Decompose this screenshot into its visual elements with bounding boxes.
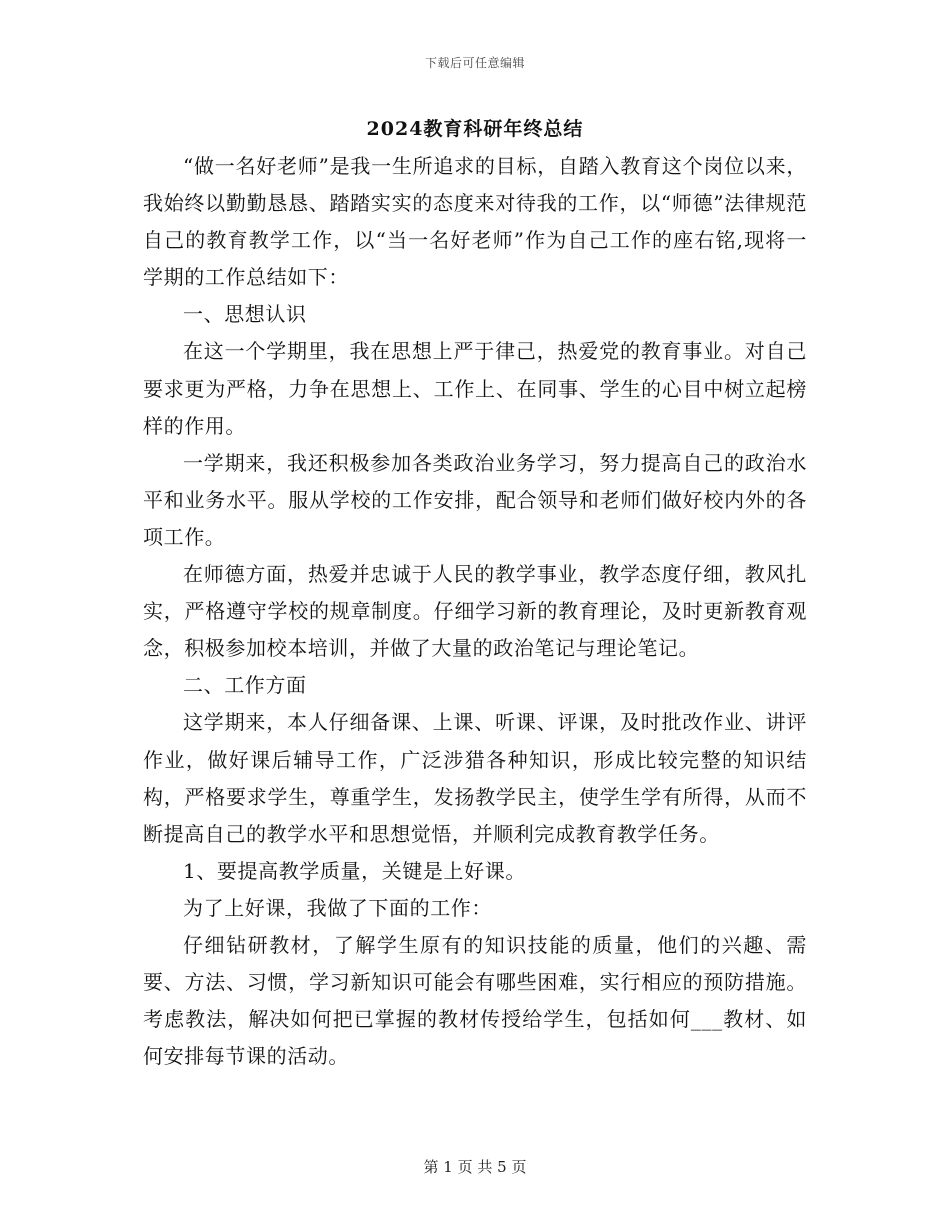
document-title: 2024教育科研年终总结 (366, 118, 584, 140)
paragraph-prep-detail: 仔细钻研教材，了解学生原有的知识技能的质量，他们的兴趣、需要、方法、习惯，学习新知识可能会有哪些困难，实行相应的预防措施。考虑教法，解决如何把已掌握的教材传授给学生，包括如何___教材、如何安排每节课的活动。 (143, 932, 807, 1069)
section-heading-work: 二、工作方面 (183, 673, 307, 698)
paragraph-ethics: 在师德方面，热爱并忠诚于人民的教学事业，教学态度仔细，教风扎实，严格遵守学校的规章制度。仔细学习新的教育理论，及时更新教育观念，积极参加校本培训，并做了大量的政治笔记与理论笔记。 (143, 562, 807, 661)
paragraph-prep-intro: 为了上好课，我做了下面的工作： (183, 895, 492, 920)
paragraph-thought-1: 在这一个学期里，我在思想上严于律己，热爱党的教育事业。对自己要求更为严格，力争在思想上、工作上、在同事、学生的心目中树立起榜样的作用。 (143, 339, 807, 438)
paragraph-work: 这学期来，本人仔细备课、上课、听课、评课，及时批改作业、讲评作业，做好课后辅导工作，广泛涉猎各种知识，形成比较完整的知识结构，严格要求学生，尊重学生，发扬教学民主，使学生学有所得，从而不断提高自己的教学水平和思想觉悟，并顺利完成教育教学任务。 (143, 710, 807, 846)
list-item-1: 1、要提高教学质量，关键是上好课。 (183, 858, 526, 883)
section-heading-thought: 一、思想认识 (183, 302, 307, 327)
paragraph-thought-2: 一学期来，我还积极参加各类政治业务学习，努力提高自己的政治水平和业务水平。服从学校的工作安排，配合领导和老师们做好校内外的各项工作。 (143, 450, 807, 549)
paragraph-intro: “做一名好老师”是我一生所追求的目标，自踏入教育这个岗位以来，我始终以勤勤恳恳、踏踏实实的态度来对待我的工作，以“师德”法律规范自己的教育教学工作，以“当一名好老师”作为自己工作的座右铭,现将一学期的工作总结如下： (143, 154, 807, 290)
document-body (143, 148, 807, 1075)
page-number: 第 1 页 共 5 页 (423, 1158, 527, 1176)
header-note: 下载后可任意编辑 (424, 56, 525, 70)
